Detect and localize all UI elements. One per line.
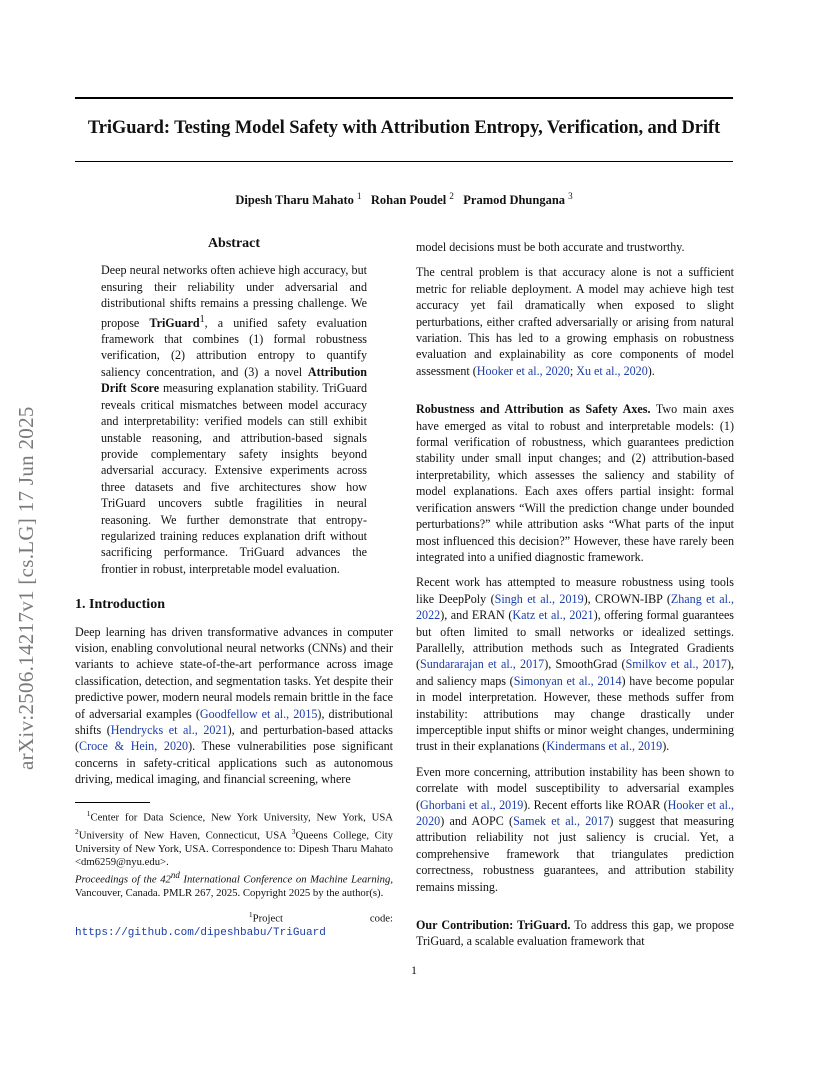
affiliation-footnote	[75, 807, 393, 870]
footnote-marker: 2	[75, 826, 79, 836]
author-affiliation: 2	[449, 191, 454, 201]
right-column	[416, 239, 734, 950]
arxiv-identifier: arXiv:2506.14217v1 [cs.LG] 17 Jun 2025	[14, 406, 38, 770]
body-paragraph	[416, 264, 734, 379]
body-text-part: To address this gap, we propose TriGuard, a scalable evaluation framework that	[416, 918, 734, 949]
citation-link[interactable]: Hooker et al., 2020	[476, 363, 570, 378]
body-text-part: ). Recent efforts like ROAR (	[523, 797, 668, 812]
body-text-part: Two main axes have emerged as vital to robust and interpretable models: (1) formal verification of robustness, which guarantees prediction stability under small input changes; and (2) attribution-based interpretability, which assesses the saliency and stability of model explanations. Each axes offers partial insight: formal verification answers “Will the prediction change under bounded perturbations?” while attribution asks “What parts of the input most influenced this decision?” However, these have rarely been integrated into a unified diagnostic framework.	[416, 402, 734, 564]
footnote-text: Project code:	[252, 912, 393, 925]
intro-text-part: ), distributional shifts (	[75, 706, 393, 737]
citation-link[interactable]: Goodfellow et al., 2015	[199, 706, 318, 721]
body-text-part: ) have become popular in model interpretation. However, these methods suffer from instability: attributions may change drastically under imperceptible input shifts or minor weight changes, undermining trust in their explanations (	[416, 673, 734, 754]
abstract-text	[75, 262, 393, 577]
citation-link[interactable]: Kindermans et al., 2019	[546, 739, 663, 754]
body-paragraph: model decisions must be both accurate and trustworthy.	[416, 240, 685, 254]
body-paragraph	[416, 401, 734, 565]
footnote-text: University of New Haven, Connecticut, USA	[78, 829, 292, 842]
author-affiliation: 1	[357, 191, 362, 201]
footnote-marker: 1	[248, 909, 253, 919]
title-top-rule	[75, 97, 733, 99]
citation-link[interactable]: Hooker et al., 2020	[416, 797, 734, 828]
footnote-marker: 3	[291, 826, 296, 836]
body-paragraph	[416, 917, 734, 950]
author-name: Dipesh Tharu Mahato	[235, 193, 354, 208]
body-paragraph	[416, 764, 734, 895]
author-name: Rohan Poudel	[370, 193, 447, 208]
paragraph-heading: Robustness and Attribution as Safety Axes.	[416, 402, 651, 417]
footnote-text: Queens College, City University of New York, USA. Correspondence to: Dipesh Tharu Mahato <dm6259@nyu.edu>.	[75, 829, 393, 868]
title-bottom-rule	[75, 161, 733, 162]
intro-text-part: ), and perturbation-based attacks (	[75, 723, 393, 754]
body-text-part: ) and AOPC (	[440, 814, 514, 828]
citation-link[interactable]: Ghorbani et al., 2019	[420, 797, 524, 812]
citation-link[interactable]: Xu et al., 2020	[576, 363, 648, 378]
footnote-rule	[75, 802, 150, 803]
proceedings-ordinal-suffix: nd	[170, 870, 180, 881]
body-text-part: ), and ERAN (	[440, 608, 513, 623]
proceedings-note	[75, 869, 393, 900]
citation-link[interactable]: Simonyan et al., 2014	[513, 673, 622, 688]
intro-text-part: Deep learning has driven transformative advances in computer vision, enabling convolutional neural networks (CNNs) and their variants to achieve state-of-the-art performance across image classification, detection, and segmentation tasks. Yet despite their predictive power, modern neural models remain brittle in the face of adversarial examples (	[75, 624, 393, 721]
body-text-part: ), CROWN-IBP (	[583, 591, 671, 606]
author-name: Pramod Dhungana	[463, 193, 566, 208]
body-text-part: ), SmoothGrad (	[544, 657, 626, 672]
abstract-bold-term: TriGuard	[149, 315, 200, 330]
body-text-part: ), offering formal guarantees but often limited to small networks or idealized settings. Parallelly, attribution methods such as Integrated Gradients (	[416, 608, 735, 672]
left-column	[75, 236, 393, 940]
proceedings-text: Proceedings of the	[75, 873, 161, 886]
abstract-text-part: Deep neural networks often achieve high accuracy, but ensuring their reliability under adversarial and distributional shifts remains a pressing challenge. We propose	[101, 263, 367, 330]
body-text-part: ) suggest that measuring attribution reliability not just saliency is crucial. Yet, a comprehensive framework that triangulates prediction correctness, robustness guarantees, and attribution stability remains missing.	[416, 814, 734, 894]
citation-link[interactable]: Zhang et al., 2022	[416, 591, 734, 623]
citation-link[interactable]: Sundararajan et al., 2017	[420, 657, 545, 672]
body-text-part: ).	[647, 363, 655, 378]
citation-link[interactable]: Samek et al., 2017	[513, 814, 610, 828]
project-code-footnote	[75, 908, 393, 940]
proceedings-ordinal: 42	[160, 873, 171, 886]
citation-link[interactable]: Singh et al., 2019	[494, 591, 584, 606]
abstract-bold-term: Attribution Drift Score	[101, 364, 367, 396]
proceedings-text: International Conference on Machine Learning	[179, 873, 391, 886]
body-text-part: ).	[662, 739, 670, 754]
citation-link[interactable]: Smilkov et al., 2017	[625, 657, 727, 672]
proceedings-text: , Vancouver, Canada. PMLR 267, 2025. Copyright 2025 by the author(s).	[75, 873, 393, 900]
footnote-text: Center for Data Science, New York University, New York, USA	[90, 811, 394, 824]
body-text-part: The central problem is that accuracy alone is not a sufficient metric for reliable deployment. A model may achieve high test accuracy yet fail dramatically when exposed to slight perturbations, either crafted adversarially or arising from natural variation. This has led to a growing emphasis on robustness evaluation and explainability as core components of model assessment (	[416, 265, 734, 378]
paragraph-heading: Our Contribution: TriGuard.	[416, 918, 571, 933]
project-code-link[interactable]: https://github.com/dipeshbabu/TriGuard	[75, 926, 326, 939]
abstract-text-part: measuring explanation stability. TriGuard reveals critical mismatches between model accuracy and interpretability: verified models can still exhibit unstable reasoning, and attribution-based signals provide complementary safety insights beyond adversarial accuracy. Extensive experiments across three datasets and five architectures show how TriGuard uncovers subtle fragilities in neural reasoning. We further demonstrate that entropy-regularized training reduces explanation drift without sacrificing performance. TriGuard advances the frontier in robust, interpretable model evaluation.	[101, 381, 368, 576]
section-heading-introduction: 1. Introduction	[75, 597, 165, 613]
footnote-marker[interactable]: 1	[199, 313, 205, 325]
body-text-part: Even more concerning, attribution instability has been shown to correlate with model susceptibility to adversarial examples (	[416, 764, 734, 812]
abstract-text-part: , a unified safety evaluation framework that combines (1) formal robustness verification, (2) attribution entropy to quantify saliency concentration, and (3) a novel	[101, 315, 367, 379]
body-text-part: ;	[569, 363, 577, 378]
page-number: 1	[411, 963, 417, 977]
intro-paragraph	[75, 624, 393, 788]
intro-text-part: ). These vulnerabilities pose significant concerns in safety-critical applications such as autonomous driving, medical imaging, and financial screening, where	[75, 739, 393, 787]
author-affiliation: 3	[568, 191, 573, 201]
body-paragraph	[416, 574, 734, 754]
citation-link[interactable]: Croce & Hein, 2020	[79, 739, 189, 754]
body-text-part: ), and saliency maps (	[416, 657, 735, 688]
abstract-heading: Abstract	[207, 236, 261, 251]
paper-title: TriGuard: Testing Model Safety with Attribution Entropy, Verification, and Drift	[87, 118, 721, 138]
body-text-part: Recent work has attempted to measure robustness using tools like DeepPoly (	[416, 575, 734, 606]
citation-link[interactable]: Katz et al., 2021	[512, 608, 594, 623]
author-list	[75, 191, 733, 208]
citation-link[interactable]: Hendrycks et al., 2021	[110, 723, 228, 737]
footnote-marker: 1	[86, 808, 91, 818]
